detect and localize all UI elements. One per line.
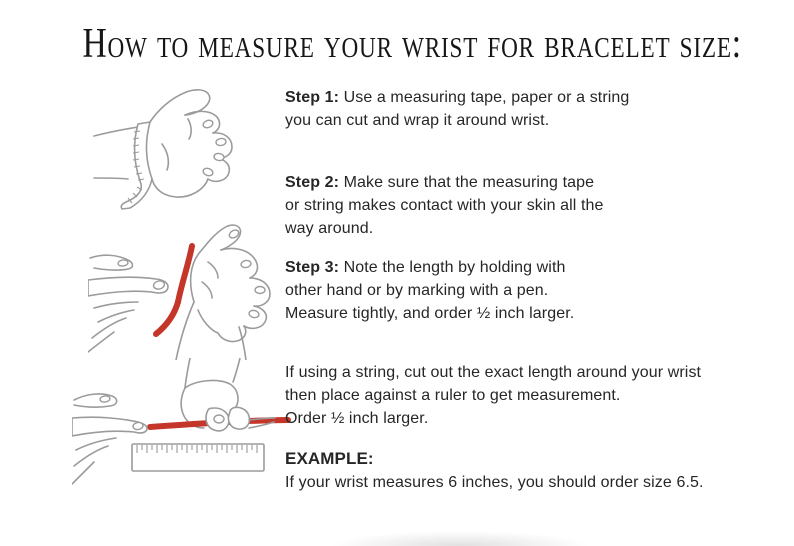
step-2-line-3: way around.: [285, 220, 374, 237]
hand-outline: [150, 90, 232, 197]
arm-line: [94, 127, 138, 136]
note-line-2: then place against a ruler to get measurement.: [285, 387, 621, 404]
illustration-hand-measuring-tape: [92, 84, 282, 219]
fingernail: [202, 167, 214, 177]
step-3-line-1: Step 3: Note the length by holding with: [285, 259, 566, 276]
step-3-line-3: Measure tightly, and order ½ inch larger.: [285, 305, 575, 322]
arm-line: [176, 302, 194, 360]
illustration-string-on-ruler: [72, 358, 297, 503]
page-title-text: How to measure your wrist for bracelet size:: [82, 21, 742, 67]
step-3-label: Step 3:: [285, 259, 340, 276]
arm-line: [239, 327, 246, 360]
red-string: [178, 246, 192, 302]
note-line-1: If using a string, cut out the exact length around your wrist: [285, 364, 702, 381]
fingernail: [214, 153, 225, 161]
step-3-text: [285, 256, 574, 325]
example-block: [285, 447, 704, 494]
fingernail: [255, 287, 265, 294]
step-1-label: Step 1:: [285, 89, 340, 106]
step-1-text: [285, 86, 629, 132]
step-3-line-2: other hand or by marking with a pen.: [285, 282, 549, 299]
arm-line: [94, 178, 128, 179]
pointing-hand-outline: [88, 255, 168, 352]
example-text: If your wrist measures 6 inches, you should order size 6.5.: [285, 474, 704, 491]
step-2-line-2: or string makes contact with your skin all the: [285, 197, 604, 214]
note-line-3: Order ½ inch larger.: [285, 410, 429, 427]
illustration-hand-red-string: [88, 222, 293, 360]
fingernail: [240, 260, 251, 269]
fingernail: [214, 415, 224, 423]
step-2-label: Step 2:: [285, 174, 340, 191]
fingernail: [100, 395, 111, 402]
step-1-line-2: you can cut and wrap it around wrist.: [285, 112, 550, 129]
red-string-tail: [156, 302, 178, 334]
string-note-text: [285, 361, 701, 430]
example-heading: EXAMPLE:: [285, 449, 374, 468]
step-1-line-1: Step 1: Use a measuring tape, paper or a string: [285, 89, 630, 106]
fingernail: [202, 119, 214, 129]
fingernail: [216, 138, 227, 146]
measuring-tape: [121, 122, 152, 209]
pinching-fingertips: [206, 407, 275, 430]
fingernail: [118, 259, 129, 266]
photo-shadow: [330, 531, 590, 546]
step-2-text: [285, 171, 604, 240]
ruler: [132, 444, 264, 471]
page-title: [0, 20, 794, 68]
fingernail: [248, 309, 259, 318]
fist-outline: [191, 225, 270, 341]
step-2-line-1: Step 2: Make sure that the measuring tape: [285, 174, 595, 191]
